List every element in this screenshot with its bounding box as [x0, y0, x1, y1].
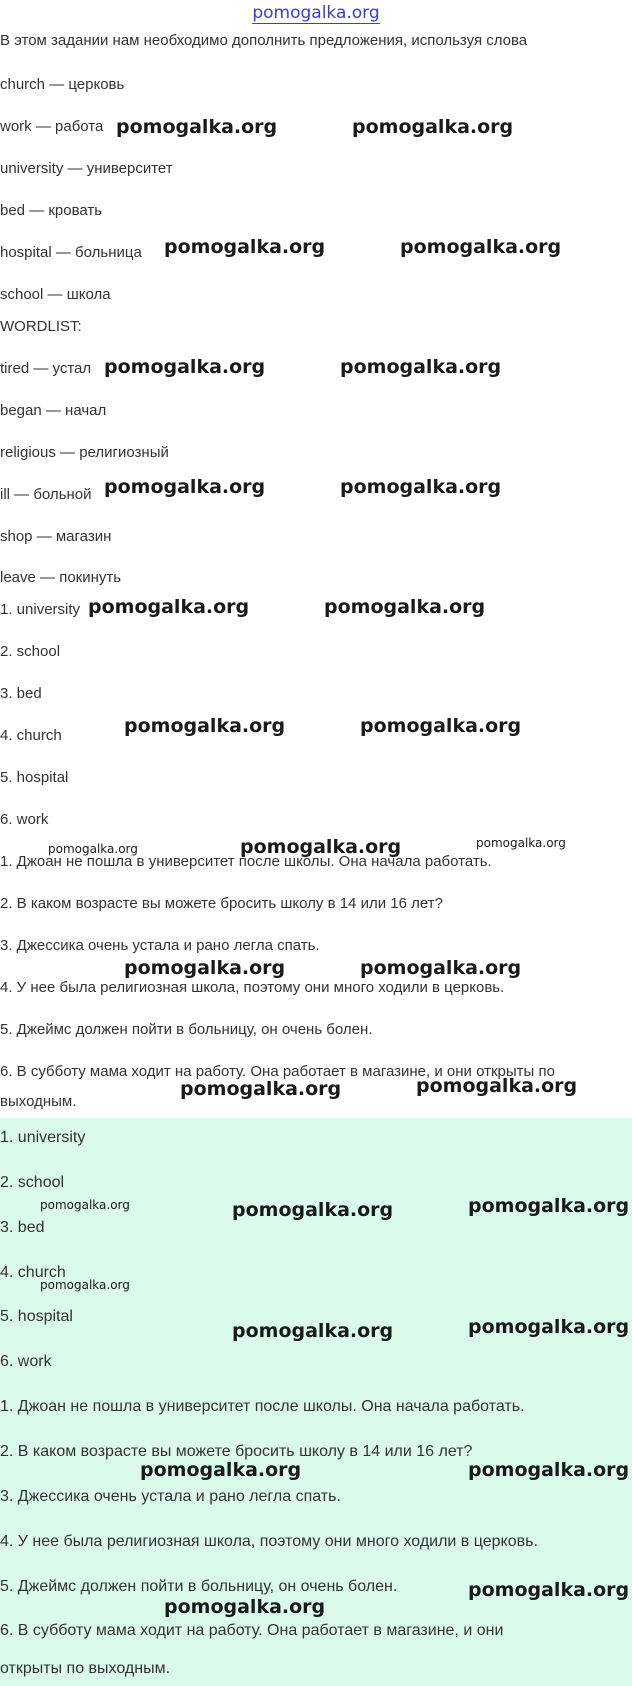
watermark: pomogalka.org	[468, 1459, 630, 1481]
watermark: pomogalka.org	[164, 236, 326, 258]
vocabulary-item: work — работа	[0, 118, 104, 135]
answer-block-translation: 6. В субботу мама ходит на работу. Она работает в магазине, и они	[0, 1622, 504, 1639]
answer-item: 4. church	[0, 727, 62, 744]
watermark: pomogalka.org	[476, 836, 566, 850]
wordlist-item: leave — покинуть	[0, 569, 122, 586]
answer-item: 1. university	[0, 601, 81, 618]
vocabulary-item: university — университет	[0, 160, 173, 177]
watermark: pomogalka.org	[104, 476, 266, 498]
wordlist-item: shop — магазин	[0, 528, 112, 545]
wordlist-label: WORDLIST:	[0, 318, 82, 335]
translation-line: выходным.	[0, 1093, 77, 1110]
vocabulary-item: church — церковь	[0, 76, 125, 93]
watermark: pomogalka.org	[124, 957, 286, 979]
watermark: pomogalka.org	[340, 476, 502, 498]
answer-block-item: 1. university	[0, 1129, 86, 1146]
wordlist-item: ill — больной	[0, 486, 92, 503]
watermark: pomogalka.org	[340, 356, 502, 378]
answer-block-translation: 1. Джоан не пошла в университет после школы. Она начала работать.	[0, 1398, 525, 1415]
answer-block-translation: открыты по выходным.	[0, 1660, 171, 1677]
answer-item: 6. work	[0, 811, 49, 828]
watermark: pomogalka.org	[116, 116, 278, 138]
answer-block-item: 2. school	[0, 1174, 65, 1191]
vocabulary-item: hospital — больница	[0, 244, 142, 261]
wordlist-item: tired — устал	[0, 360, 92, 377]
watermark: pomogalka.org	[400, 236, 562, 258]
answer-block-translation: 3. Джессика очень устала и рано легла спать.	[0, 1488, 341, 1505]
answer-block-item: 3. bed	[0, 1219, 45, 1236]
vocabulary-item: school — школа	[0, 286, 111, 303]
watermark: pomogalka.org	[180, 1078, 342, 1100]
watermark: pomogalka.org	[352, 116, 514, 138]
watermark: pomogalka.org	[468, 1316, 630, 1338]
header-watermark: pomogalka.org	[252, 3, 380, 23]
watermark: pomogalka.org	[324, 596, 486, 618]
vocabulary-item: bed — кровать	[0, 202, 103, 219]
watermark: pomogalka.org	[240, 836, 402, 858]
watermark: pomogalka.org	[468, 1579, 630, 1601]
watermark: pomogalka.org	[40, 1278, 130, 1292]
intro-text: В этом задании нам необходимо дополнить предложения, используя слова	[0, 32, 528, 49]
watermark: pomogalka.org	[360, 715, 522, 737]
answer-block-item: 5. hospital	[0, 1308, 73, 1325]
watermark: pomogalka.org	[468, 1195, 630, 1217]
translation-line: 3. Джессика очень устала и рано легла спать.	[0, 937, 320, 954]
watermark: pomogalka.org	[140, 1459, 302, 1481]
answer-item: 5. hospital	[0, 769, 69, 786]
answer-item: 2. school	[0, 643, 61, 660]
answer-item: 3. bed	[0, 685, 42, 702]
watermark: pomogalka.org	[164, 1596, 326, 1618]
watermark: pomogalka.org	[360, 957, 522, 979]
answer-block-item: 6. work	[0, 1353, 52, 1370]
wordlist-item: began — начал	[0, 402, 107, 419]
translation-line: 1. Джоан не пошла в университет после школы. Она начала работать.	[0, 853, 492, 870]
watermark: pomogalka.org	[104, 356, 266, 378]
answer-block-translation: 2. В каком возрасте вы можете бросить школу в 14 или 16 лет?	[0, 1443, 473, 1460]
answer-block-item: 4. church	[0, 1264, 66, 1281]
watermark: pomogalka.org	[40, 1198, 130, 1212]
answer-block-translation: 5. Джеймс должен пойти в больницу, он очень болен.	[0, 1578, 398, 1595]
watermark: pomogalka.org	[232, 1199, 394, 1221]
answer-block-translation: 4. У нее была религиозная школа, поэтому они много ходили в церковь.	[0, 1533, 538, 1550]
wordlist-item: religious — религиозный	[0, 444, 169, 461]
translation-line: 6. В субботу мама ходит на работу. Она работает в магазине, и они открыты по	[0, 1063, 555, 1080]
watermark: pomogalka.org	[416, 1075, 578, 1097]
watermark: pomogalka.org	[48, 842, 138, 856]
watermark: pomogalka.org	[124, 715, 286, 737]
translation-line: 4. У нее была религиозная школа, поэтому они много ходили в церковь.	[0, 979, 505, 996]
watermark: pomogalka.org	[232, 1320, 394, 1342]
translation-line: 2. В каком возрасте вы можете бросить школу в 14 или 16 лет?	[0, 895, 443, 912]
watermark: pomogalka.org	[88, 596, 250, 618]
translation-line: 5. Джеймс должен пойти в больницу, он очень болен.	[0, 1021, 373, 1038]
